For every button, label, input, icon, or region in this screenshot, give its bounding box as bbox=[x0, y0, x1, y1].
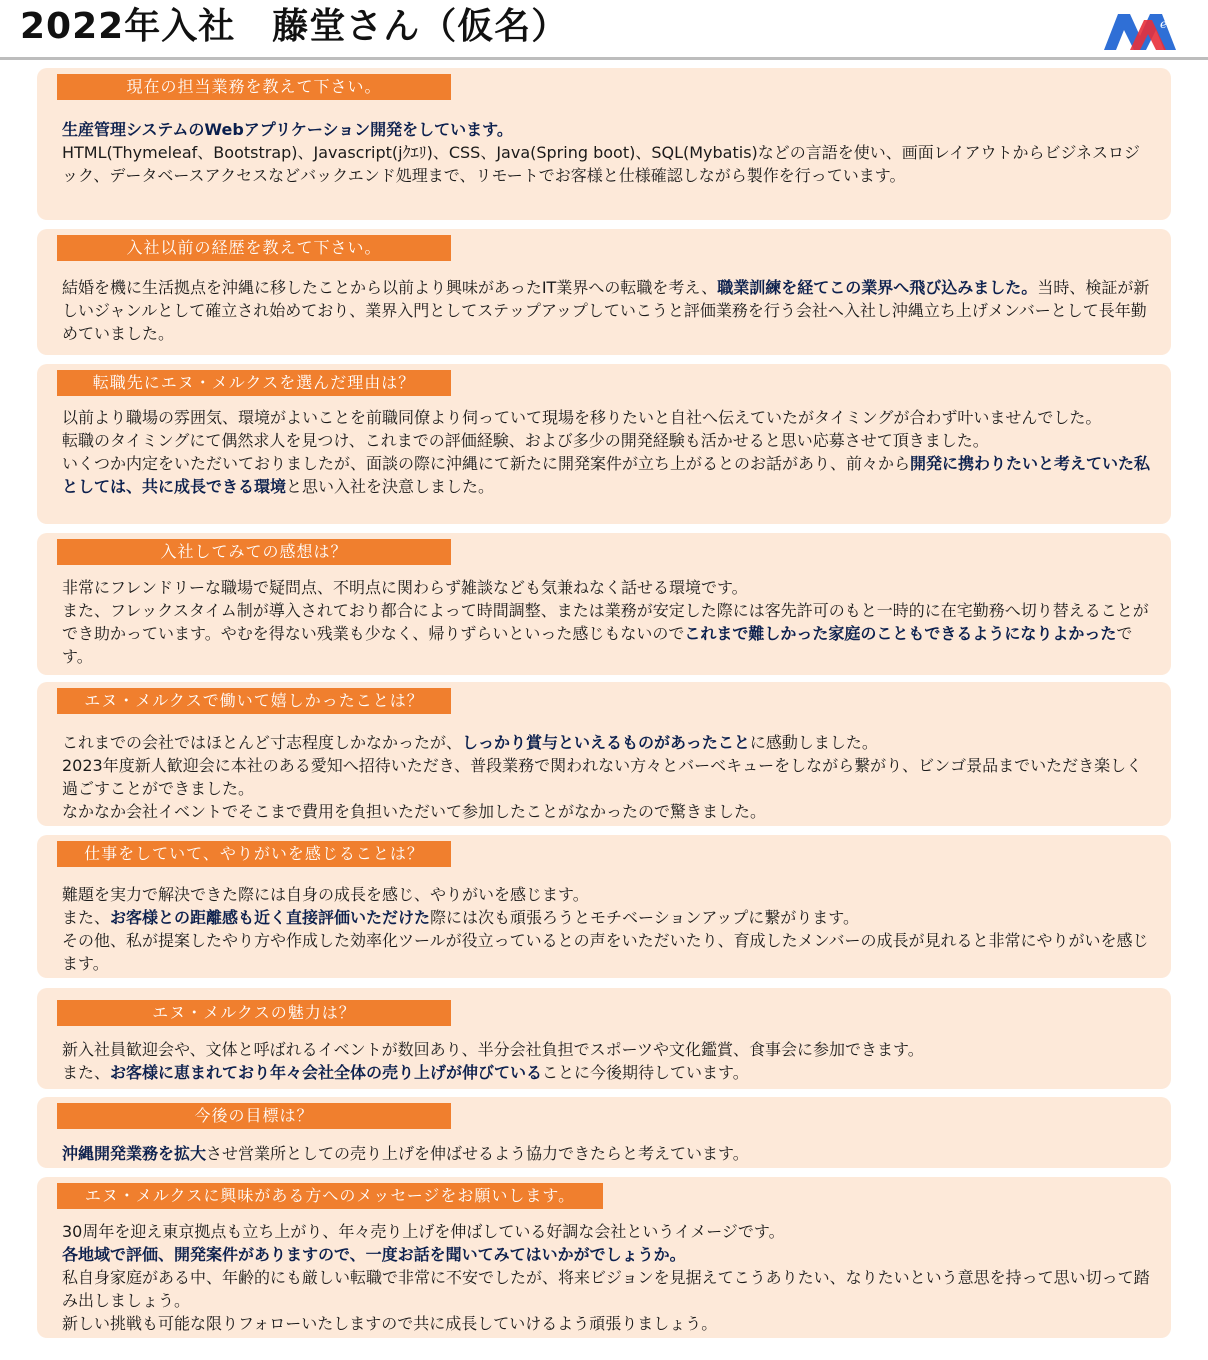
question-label: 今後の目標は？ bbox=[57, 1103, 451, 1129]
body-text: 2023年度新人歓迎会に本社のある愛知へ招待いただき、普段業務で関われない方々とバーベキューをしながら繋がり、ビンゴ景品までいただき楽しく過ごすことができました。 bbox=[62, 756, 1143, 798]
body-text: その他、私が提案したやり方や作成した効率化ツールが役立っているとの声をいただいたり、育成したメンバーの成長が見れると非常にやりがいを感じます。 bbox=[62, 931, 1149, 973]
answer-paragraph bbox=[62, 118, 1151, 141]
answer-paragraph bbox=[62, 1243, 1151, 1266]
question-label: エヌ・メルクスに興味がある方へのメッセージをお願いします。 bbox=[57, 1183, 603, 1209]
qa-card-happy-moments bbox=[37, 682, 1171, 826]
question-label: 仕事をしていて、やりがいを感じることは？ bbox=[57, 841, 451, 867]
qa-card-message bbox=[37, 1177, 1171, 1338]
question-label: エヌ・メルクスの魅力は？ bbox=[57, 1000, 451, 1026]
body-text: なかなか会社イベントでそこまで費用を負担いただいて参加したことがなかったので驚きました。 bbox=[62, 802, 767, 821]
body-text: させ営業所としての売り上げを伸ばせるよう協力できたらと考えています。 bbox=[206, 1144, 749, 1163]
highlight-text: これまで難しかった家庭のこともできるようになりよかった bbox=[684, 624, 1117, 643]
body-text: これまでの会社ではほとんど寸志程度しかなかったが、 bbox=[62, 733, 463, 752]
body-text: 結婚を機に生活拠点を沖縄に移したことから以前より興味があったIT業界への転職を考え、 bbox=[62, 278, 718, 297]
body-text: 新しい挑戦も可能な限りフォローいたしますので共に成長していけるよう頑張りましょう。 bbox=[62, 1314, 718, 1333]
answer-paragraph bbox=[62, 1312, 1151, 1335]
answer-paragraph bbox=[62, 1142, 1151, 1165]
body-text: ことに今後期待しています。 bbox=[542, 1063, 749, 1082]
answer-text bbox=[62, 576, 1151, 668]
body-text: 私自身家庭がある中、年齢的にも厳しい転職で非常に不安でしたが、将来ビジョンを見据えてこうありたい、なりたいという意思を持って思い切って踏み出しましょう。 bbox=[62, 1268, 1150, 1310]
answer-text bbox=[62, 883, 1151, 975]
answer-text bbox=[62, 406, 1151, 498]
highlight-text: 開発に携わりたいと考えていた私としては、共に成長できる環境 bbox=[62, 454, 1151, 496]
body-text: 新入社員歓迎会や、文体と呼ばれるイベントが数回あり、半分会社負担でスポーツや文化鑑賞、食事会に参加できます。 bbox=[62, 1040, 924, 1059]
question-label: 転職先にエヌ・メルクスを選んだ理由は？ bbox=[57, 370, 451, 396]
answer-paragraph bbox=[62, 599, 1151, 668]
highlight-text: 生産管理システムのWebアプリケーション開発をしています。 bbox=[62, 120, 513, 139]
answer-paragraph bbox=[62, 141, 1151, 187]
body-text: また、 bbox=[62, 1063, 111, 1082]
body-text: HTML(Thymeleaf、Bootstrap)、Javascript(jｸｴﾘ)、CSS、Java(Spring boot)、SQL(Mybatis)などの言語を使い、画面レイアウトからビジネスロジック、データベースアクセスなどバックエンド処理まで、リモートでお客様と仕様確認しながら製作を行っています。 bbox=[62, 143, 1141, 185]
highlight-text: しっかり賞与といえるものがあったこと bbox=[462, 733, 750, 752]
highlight-text: 各地域で評価、開発案件がありますので、一度お話を聞いてみてはいかがでしょうか。 bbox=[62, 1245, 686, 1264]
question-label: 入社以前の経歴を教えて下さい。 bbox=[57, 235, 451, 261]
answer-paragraph bbox=[62, 929, 1151, 975]
body-text: に感動しました。 bbox=[749, 733, 878, 752]
answer-text bbox=[62, 276, 1151, 345]
qa-card-impressions bbox=[37, 533, 1171, 675]
answer-text bbox=[62, 1142, 1151, 1165]
body-text: 転職のタイミングにて偶然求人を見つけ、これまでの評価経験、および多少の開発経験も活かせると思い応募させて頂きました。 bbox=[62, 431, 989, 450]
answer-paragraph bbox=[62, 906, 1151, 929]
highlight-text: お客様に恵まれており年々会社全体の売り上げが伸びている bbox=[110, 1063, 543, 1082]
answer-paragraph bbox=[62, 754, 1151, 800]
body-text: いくつか内定をいただいておりましたが、面談の際に沖縄にて新たに開発案件が立ち上がるとのお話があり、前々から bbox=[62, 454, 911, 473]
answer-paragraph bbox=[62, 406, 1151, 429]
answer-paragraph bbox=[62, 1038, 1151, 1061]
highlight-text: 職業訓練を経てこの業界へ飛び込みました。 bbox=[717, 278, 1038, 297]
answer-paragraph bbox=[62, 800, 1151, 823]
qa-card-current-work bbox=[37, 68, 1171, 220]
page-title: 2022年入社 藤堂さん（仮名） bbox=[20, 6, 569, 47]
qa-card-company-appeal bbox=[37, 988, 1171, 1089]
qa-card-reason-for-choosing bbox=[37, 364, 1171, 524]
answer-paragraph bbox=[62, 276, 1151, 345]
body-text: 以前より職場の雰囲気、環境がよいことを前職同僚より伺っていて現場を移りたいと自社へ伝えていたがタイミングが合わず叶いませんでした。 bbox=[62, 408, 1102, 427]
answer-paragraph bbox=[62, 429, 1151, 452]
highlight-text: 沖縄開発業務を拡大 bbox=[62, 1144, 207, 1163]
answer-paragraph bbox=[62, 731, 1151, 754]
qa-card-future-goals bbox=[37, 1097, 1171, 1168]
answer-paragraph bbox=[62, 883, 1151, 906]
body-text: また、 bbox=[62, 908, 111, 927]
answer-paragraph bbox=[62, 1266, 1151, 1312]
body-text: 当時、検証が新しいジャンルとして確立され始めており、業界入門としてステップアップしていこうと評価業務を行う会社へ入社し沖縄立ち上げメンバーとして長年勤めていました。 bbox=[62, 278, 1150, 343]
answer-paragraph bbox=[62, 1061, 1151, 1084]
answer-text bbox=[62, 1038, 1151, 1084]
body-text: また、フレックスタイム制が導入されており都合によって時間調整、または業務が安定した際には客先許可のもと一時的に在宅勤務へ切り替えることができ助かっています。やむを得ない残業も少なく、帰りずらいといった感じもないので bbox=[62, 601, 1149, 643]
logo-text: erx bbox=[1160, 17, 1180, 31]
question-label: 入社してみての感想は？ bbox=[57, 539, 451, 565]
qa-card-job-satisfaction bbox=[37, 835, 1171, 978]
highlight-text: お客様との距離感も近く直接評価いただけた bbox=[110, 908, 431, 927]
qa-card-career-history bbox=[37, 229, 1171, 355]
body-text: と思い入社を決意しました。 bbox=[286, 477, 495, 496]
question-label: エヌ・メルクスで働いて嬉しかったことは？ bbox=[57, 688, 451, 714]
body-text: 非常にフレンドリーな職場で疑問点、不明点に関わらず雑談なども気兼ねなく話せる環境です。 bbox=[62, 578, 748, 597]
answer-text bbox=[62, 1220, 1151, 1335]
page-header bbox=[0, 0, 1208, 58]
body-text: 難題を実力で解決できた際には自身の成長を感じ、やりがいを感じます。 bbox=[62, 885, 589, 904]
body-text: 30周年を迎え東京拠点も立ち上がり、年々売り上げを伸ばしている好調な会社というイメージです。 bbox=[62, 1222, 785, 1241]
answer-paragraph bbox=[62, 1220, 1151, 1243]
question-label: 現在の担当業務を教えて下さい。 bbox=[57, 74, 451, 100]
header-divider bbox=[0, 57, 1208, 60]
answer-text bbox=[62, 118, 1151, 187]
answer-paragraph bbox=[62, 452, 1151, 498]
body-text: 際には次も頑張ろうとモチベーションアップに繋がります。 bbox=[430, 908, 859, 927]
body-text: です。 bbox=[62, 624, 1133, 666]
answer-paragraph bbox=[62, 576, 1151, 599]
company-logo bbox=[1100, 6, 1184, 54]
answer-text bbox=[62, 731, 1151, 823]
